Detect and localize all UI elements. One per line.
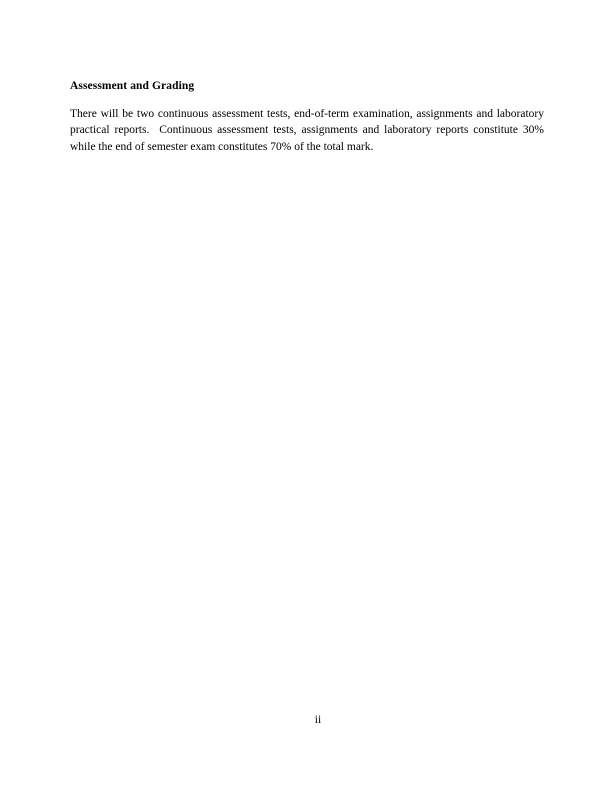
page-content xyxy=(70,80,547,155)
section-heading: Assessment and Grading xyxy=(70,80,195,92)
footer-page-number xyxy=(0,713,612,727)
page-number-text: ii xyxy=(314,714,322,726)
section-paragraph: There will be two continuous assessment tests, end-of-term examination, assignments and laboratory practical reports. Continuous assessment tests, assignments and laboratory reports constitute 30% while the end of semester exam constitutes 70% of the total mark. xyxy=(70,107,547,153)
